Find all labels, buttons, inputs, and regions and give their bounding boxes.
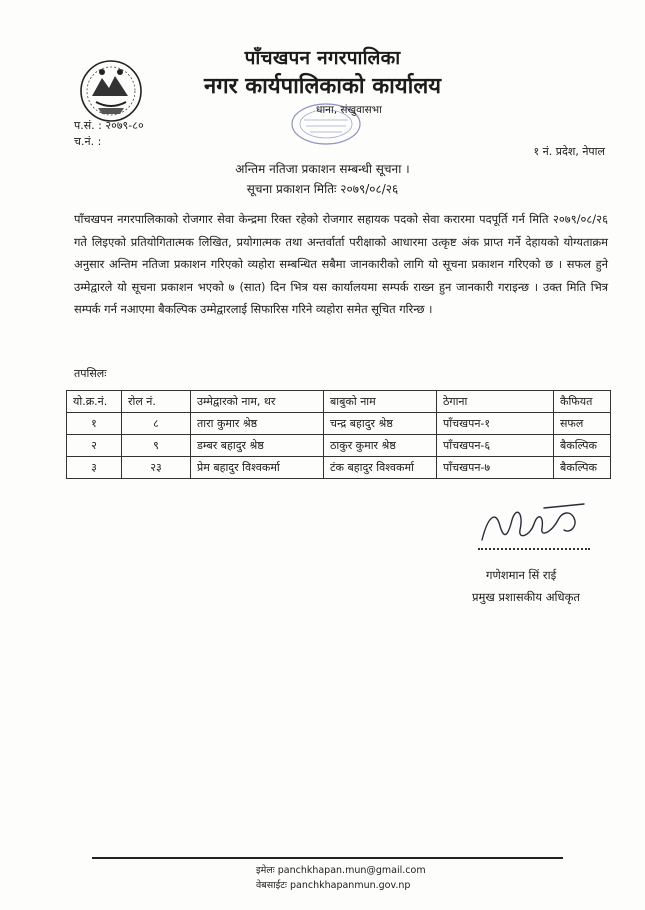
table-row [67,413,611,435]
cell-remarks: बैकल्पिक [554,457,611,479]
cell-candidate: डम्बर बहादुर श्रेष्ठ [191,435,324,457]
cell-father: ठाकुर कुमार श्रेष्ठ [324,435,437,457]
cell-serial: २ [67,435,122,457]
office-address: धाना, संखुवासभा [316,104,382,116]
signature-line [478,548,590,550]
col-father: बाबुको नाम [324,391,437,413]
cell-candidate: प्रेम बहादुर विश्वकर्मा [191,457,324,479]
cell-address: पाँचखपन-१ [437,413,554,435]
col-candidate: उम्मेद्वारको नाम, थर [191,391,324,413]
signatory-title: प्रमुख प्रशासकीय अधिकृत [472,590,580,604]
details-label: तपसिलः [74,367,107,380]
notice-date: सूचना प्रकाशन मितिः २०७९/०८/२६ [246,182,399,196]
dispatch-number: च.नं. : [74,135,102,148]
cell-serial: १ [67,413,122,435]
cell-roll: ९ [122,435,191,457]
province-label: १ नं. प्रदेश, नेपाल [533,145,605,158]
office-name: नगर कार्यपालिकाको कार्यालय [204,74,441,99]
cell-roll: ८ [122,413,191,435]
table-header-row [67,391,611,413]
footer-email: इमेलः panchkhapan.mun@gmail.com [256,865,426,876]
handwritten-signature [474,496,594,556]
notice-body: पाँचखपन नगरपालिकाको रोजगार सेवा केन्द्रमा रिक्त रहेको रोजगार सहायक पदको सेवा करारमा पदपूर्ति गर्न मिति २०७९/०८/२६ गते लिइएको प्रतियोगितात्मक लिखित, प्रयोगात्मक तथा अन्तर्वार्ता परीक्षाको आधारमा उत्कृष्ट अंक प्राप्त गर्ने देहायको योग्यताक्रम अनुसार अन्तिम नतिजा प्रकाशन गरिएको व्यहोरा सम्बन्धित सबैमा जानकारीको लागि यो सूचना प्रकाशन गरिएको छ । सफल हुने उम्मेद्वारले यो सूचना प्रकाशन भएको ७ (सात) दिन भित्र यस कार्यालयमा सम्पर्क राख्न हुन जानकारी गराइन्छ । उक्त मिति भित्र सम्पर्क गर्न नआएमा बैकल्पिक उम्मेद्वारलाई सिफारिस गरिने व्यहोरा समेत सूचित गरिन्छ । [74,212,608,317]
cell-roll: २३ [122,457,191,479]
col-address: ठेगाना [437,391,554,413]
reference-number: प.सं. : २०७९-८० [74,119,144,132]
signatory-name: गणेशमान सिं राई [486,568,557,582]
footer-website: वेबसाईटः panchkhapanmun.gov.np [256,880,411,891]
notice-subject: अन्तिम नतिजा प्रकाशन सम्बन्धी सूचना । [235,162,410,176]
cell-address: पाँचखपन-७ [437,457,554,479]
municipality-name: पाँचखपन नगरपालिका [244,47,401,69]
col-serial: यो.क्र.नं. [67,391,122,413]
footer-divider [92,857,563,859]
result-table [66,390,611,479]
cell-father: टंक बहादुर विश्वकर्मा [324,457,437,479]
cell-candidate: तारा कुमार श्रेष्ठ [191,413,324,435]
table-row [67,457,611,479]
cell-remarks: बैकल्पिक [554,435,611,457]
col-remarks: कैफियत [554,391,611,413]
cell-serial: ३ [67,457,122,479]
cell-father: चन्द्र बहादुर श्रेष्ठ [324,413,437,435]
col-roll: रोल नं. [122,391,191,413]
cell-address: पाँचखपन-६ [437,435,554,457]
table-row [67,435,611,457]
cell-remarks: सफल [554,413,611,435]
